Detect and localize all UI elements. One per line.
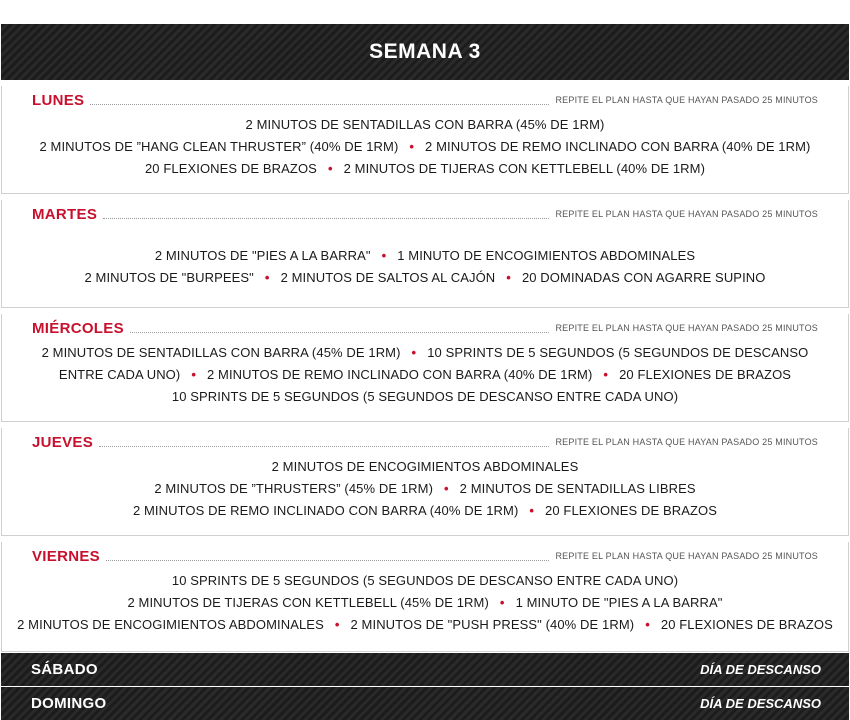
bullet-separator: • <box>645 617 650 632</box>
day-name: LUNES <box>32 91 85 109</box>
exercise-line <box>6 500 844 522</box>
rest-day-name: SÁBADO <box>31 661 98 678</box>
exercise-item: 20 DOMINADAS CON AGARRE SUPINO <box>521 270 766 285</box>
exercise-item: 10 SPRINTS DE 5 SEGUNDOS (5 SEGUNDOS DE DESCANSO ENTRE CADA UNO) <box>171 573 679 588</box>
exercise-line <box>6 456 844 478</box>
exercise-line <box>6 570 844 592</box>
exercise-item: 20 FLEXIONES DE BRAZOS <box>619 367 792 382</box>
exercise-line <box>6 614 844 636</box>
exercise-line <box>6 478 844 500</box>
rest-day-row <box>1 686 849 720</box>
exercise-item: 2 MINUTOS DE ”THRUSTERS” (45% DE 1RM) <box>154 481 434 496</box>
day-section-miércoles <box>1 314 849 422</box>
rest-day-row <box>1 652 849 686</box>
day-name: MARTES <box>32 205 98 223</box>
bullet-separator: • <box>264 270 270 285</box>
exercise-item: 2 MINUTOS DE "BURPEES" <box>84 270 254 285</box>
bullet-separator: • <box>529 503 535 518</box>
exercise-item: 20 FLEXIONES DE BRAZOS <box>660 617 833 632</box>
repeat-note: REPITE EL PLAN HASTA QUE HAYAN PASADO 25 MINUTOS <box>555 437 818 447</box>
exercise-item: 2 MINUTOS DE TIJERAS CON KETTLEBELL (45% DE 1RM) <box>127 595 489 610</box>
exercise-line <box>6 245 844 267</box>
exercise-line <box>6 136 844 158</box>
exercise-line <box>6 158 844 180</box>
exercise-item: 2 MINUTOS DE "PIES A LA BARRA" <box>154 248 371 263</box>
dotted-leader <box>130 332 550 333</box>
bullet-separator: • <box>506 270 511 285</box>
week-title: SEMANA 3 <box>369 40 481 63</box>
dotted-leader <box>103 218 549 219</box>
exercise-item: 2 MINUTOS DE REMO INCLINADO CON BARRA (40% DE 1RM) <box>425 139 811 154</box>
exercise-item: 2 MINUTOS DE ENCOGIMIENTOS ABDOMINALES <box>271 459 579 474</box>
exercise-line <box>6 114 844 136</box>
exercise-item: 2 MINUTOS DE REMO INCLINADO CON BARRA (40% DE 1RM) <box>206 367 593 382</box>
day-name: JUEVES <box>32 433 93 451</box>
bullet-separator: • <box>411 345 417 360</box>
bullet-separator: • <box>327 161 333 176</box>
day-name: MIÉRCOLES <box>32 319 124 337</box>
exercise-item: 2 MINUTOS DE "PUSH PRESS" (40% DE 1RM) <box>350 617 635 632</box>
bullet-separator: • <box>444 481 449 496</box>
exercise-item: 2 MINUTOS DE TIJERAS CON KETTLEBELL (40% DE 1RM) <box>343 161 706 176</box>
exercise-line <box>6 364 844 386</box>
exercise-line <box>6 592 844 614</box>
exercise-lines <box>2 570 848 636</box>
day-section-martes <box>1 200 849 308</box>
exercise-item: 1 MINUTO DE "PIES A LA BARRA" <box>515 595 723 610</box>
exercise-item: 1 MINUTO DE ENCOGIMIENTOS ABDOMINALES <box>397 248 696 263</box>
exercise-lines <box>2 114 848 180</box>
bullet-separator: • <box>603 367 609 382</box>
exercise-item: 20 FLEXIONES DE BRAZOS <box>545 503 718 518</box>
exercise-lines <box>2 342 848 408</box>
bullet-separator: • <box>409 139 415 154</box>
bullet-separator: • <box>334 617 340 632</box>
rest-day-list <box>1 652 849 720</box>
day-header <box>2 200 848 228</box>
day-header <box>2 428 848 456</box>
rest-day-note: DÍA DE DESCANSO <box>700 696 821 711</box>
repeat-note: REPITE EL PLAN HASTA QUE HAYAN PASADO 25 MINUTOS <box>555 95 818 105</box>
day-section-lunes <box>1 86 849 194</box>
dotted-leader <box>106 560 550 561</box>
day-section-jueves <box>1 428 849 536</box>
day-list <box>1 86 849 652</box>
bullet-separator: • <box>191 367 196 382</box>
day-header <box>2 542 848 570</box>
exercise-item: 2 MINUTOS DE SENTADILLAS CON BARRA (45% DE 1RM) <box>41 345 401 360</box>
exercise-item: 2 MINUTOS DE SALTOS AL CAJÓN <box>280 270 496 285</box>
exercise-item: ENTRE CADA UNO) <box>58 367 181 382</box>
bullet-separator: • <box>381 248 387 263</box>
exercise-item: 20 FLEXIONES DE BRAZOS <box>144 161 317 176</box>
exercise-line <box>6 386 844 408</box>
exercise-item: 10 SPRINTS DE 5 SEGUNDOS (5 SEGUNDOS DE DESCANSO <box>427 345 809 360</box>
week-header <box>1 24 849 80</box>
exercise-item: 10 SPRINTS DE 5 SEGUNDOS (5 SEGUNDOS DE DESCANSO ENTRE CADA UNO) <box>171 389 679 404</box>
exercise-lines <box>2 228 848 289</box>
exercise-lines <box>2 456 848 522</box>
dotted-leader <box>99 446 549 447</box>
repeat-note: REPITE EL PLAN HASTA QUE HAYAN PASADO 25 MINUTOS <box>555 209 818 219</box>
exercise-item: 2 MINUTOS DE REMO INCLINADO CON BARRA (40% DE 1RM) <box>132 503 519 518</box>
day-header <box>2 86 848 114</box>
exercise-item: 2 MINUTOS DE ”HANG CLEAN THRUSTER” (40% DE 1RM) <box>39 139 399 154</box>
exercise-item: 2 MINUTOS DE SENTADILLAS CON BARRA (45% DE 1RM) <box>245 117 605 132</box>
rest-day-note: DÍA DE DESCANSO <box>700 662 821 677</box>
exercise-line <box>6 342 844 364</box>
exercise-item: 2 MINUTOS DE ENCOGIMIENTOS ABDOMINALES <box>17 617 324 632</box>
exercise-line <box>6 267 844 289</box>
bullet-separator: • <box>499 595 505 610</box>
repeat-note: REPITE EL PLAN HASTA QUE HAYAN PASADO 25 MINUTOS <box>555 551 818 561</box>
day-name: VIERNES <box>32 547 100 565</box>
dotted-leader <box>90 104 549 105</box>
exercise-item: 2 MINUTOS DE SENTADILLAS LIBRES <box>459 481 696 496</box>
day-header <box>2 314 848 342</box>
day-section-viernes <box>1 542 849 652</box>
weekly-plan <box>1 24 849 720</box>
repeat-note: REPITE EL PLAN HASTA QUE HAYAN PASADO 25 MINUTOS <box>555 323 818 333</box>
rest-day-name: DOMINGO <box>31 695 107 712</box>
